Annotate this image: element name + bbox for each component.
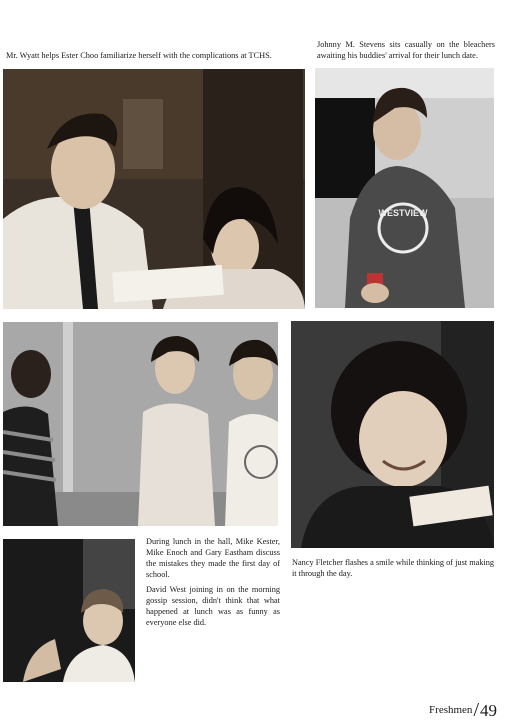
photo-hallway-group xyxy=(3,322,278,526)
photo-stevens xyxy=(315,68,494,308)
folio-divider: / xyxy=(473,699,479,721)
caption-wyatt: Mr. Wyatt helps Ester Choo familiarize herself with the complications at TCHS. xyxy=(6,51,272,60)
caption-fletcher: Nancy Fletcher flashes a smile while thinking of just making it through the day. xyxy=(292,558,495,578)
photo-fletcher xyxy=(291,321,494,548)
caption-hallway: During lunch in the hall, Mike Kester, Mike Enoch and Gary Eastham discuss the mistakes they made the first day of school. xyxy=(146,537,280,579)
caption-west: David West joining in on the morning gossip session, didn't think that what happened at lunch was as funny as everyone else did. xyxy=(146,585,280,627)
caption-stevens: Johnny M. Stevens sits casually on the bleachers awaiting his buddies' arrival for their lunch date. xyxy=(317,40,495,60)
section-title: Freshmen xyxy=(429,704,473,716)
page-number: 49 xyxy=(480,700,497,720)
photo-wyatt-choo xyxy=(3,69,305,309)
page-folio xyxy=(429,700,497,720)
sweatshirt-text: WESTVIEW xyxy=(378,208,428,218)
photo-west xyxy=(3,539,135,682)
